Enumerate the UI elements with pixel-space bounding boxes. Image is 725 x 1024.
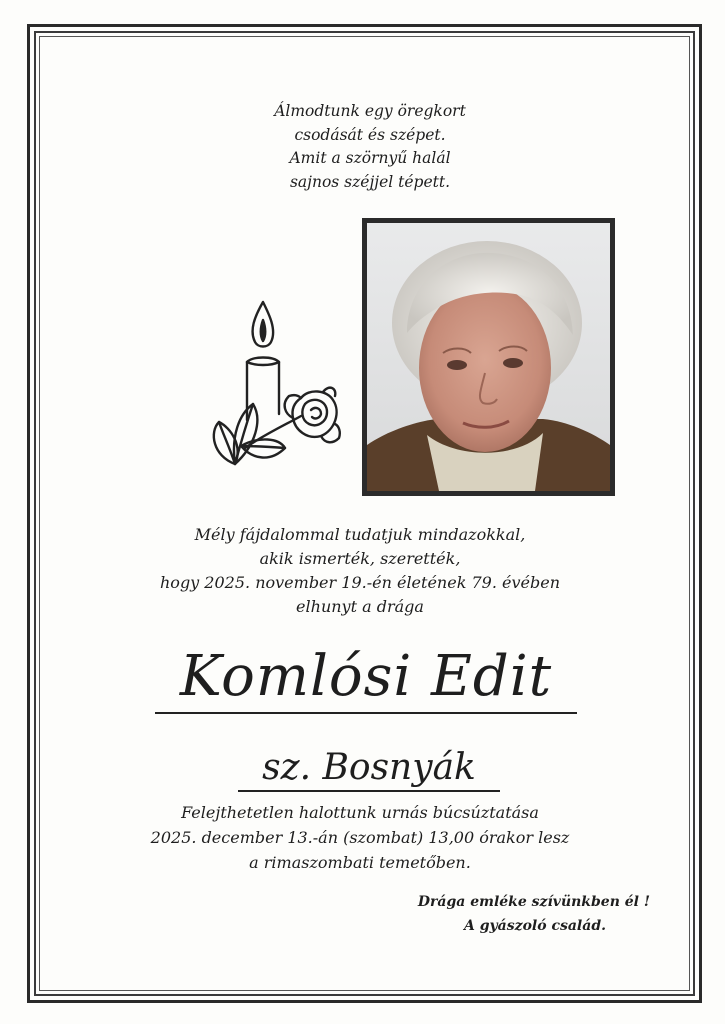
poem-line: sajnos széjjel tépett. — [289, 172, 451, 191]
closing — [380, 890, 650, 938]
poem-line: csodását és szépet. — [294, 125, 446, 144]
announcement-line: hogy 2025. november 19.-én életének 79. évében — [160, 573, 560, 592]
announcement-line: elhunyt a drága — [296, 597, 424, 616]
poem — [230, 100, 510, 194]
funeral-details — [110, 800, 610, 875]
maiden-name: sz. Bosnyák — [238, 746, 500, 792]
candle-with-rose-icon — [205, 296, 345, 476]
deceased-name: Komlósi Edit — [155, 642, 577, 714]
funeral-line: Felejthetetlen halottunk urnás búcsúztatása — [181, 803, 539, 822]
portrait-photo — [362, 218, 615, 496]
announcement-line: akik ismerték, szerették, — [259, 549, 461, 568]
signature-line: A gyászoló család. — [464, 918, 606, 934]
memory-line: Drága emléke szívünkben él ! — [417, 894, 650, 910]
announcement-line: Mély fájdalommal tudatjuk mindazokkal, — [194, 525, 526, 544]
poem-line: Álmodtunk egy öregkort — [274, 102, 466, 120]
poem-line: Amit a szörnyű halál — [289, 149, 451, 167]
funeral-line: a rimaszombati temetőben. — [249, 853, 471, 872]
announcement — [120, 523, 600, 619]
funeral-line: 2025. december 13.-án (szombat) 13,00 órakor lesz — [150, 828, 570, 847]
